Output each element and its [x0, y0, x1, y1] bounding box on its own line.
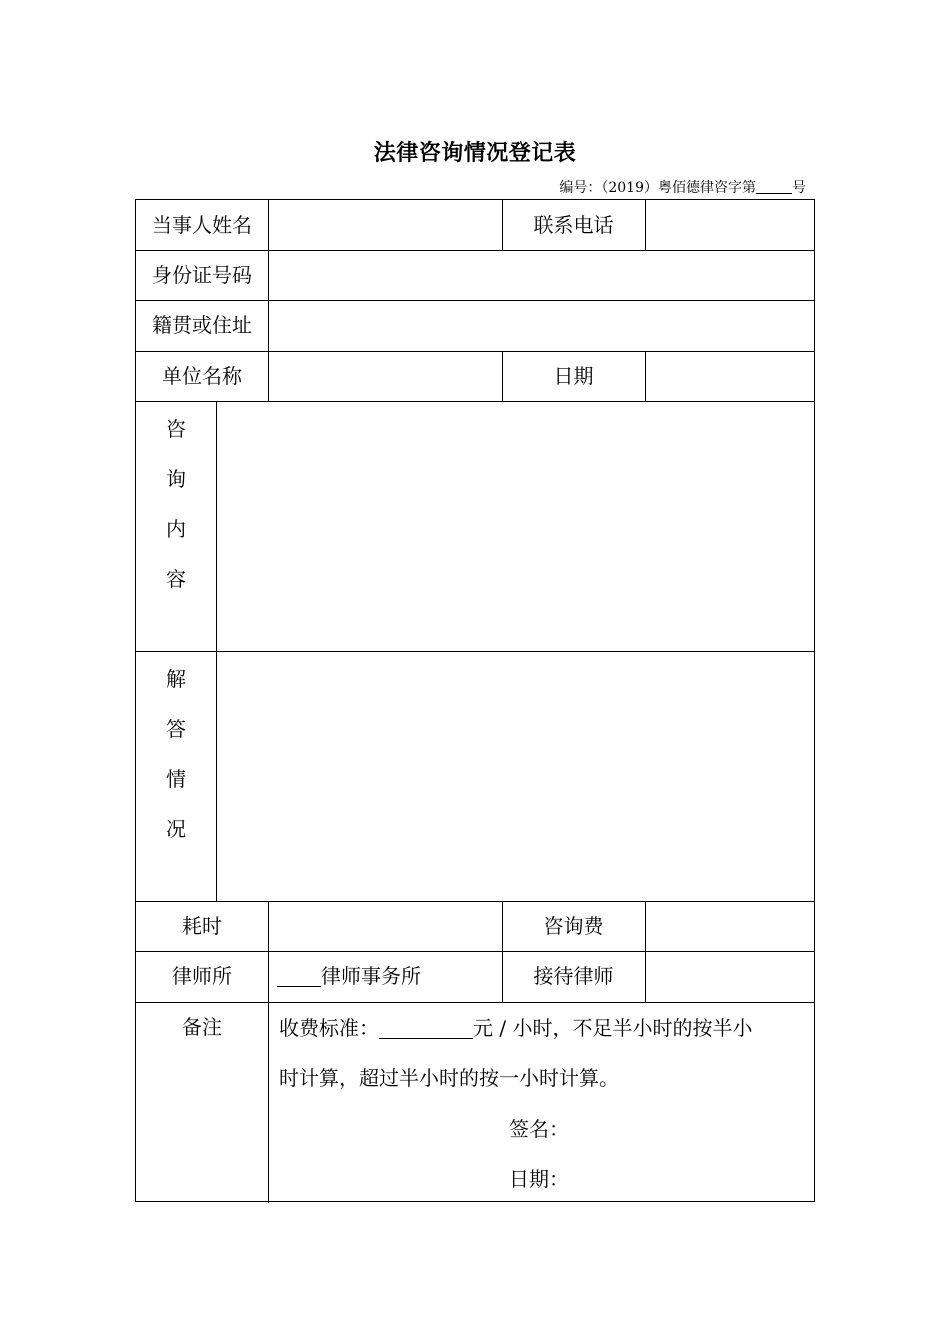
phone-label: 联系电话: [533, 213, 614, 237]
remarks-label: 备注: [182, 1015, 222, 1039]
remarks-date-label: 日期：: [509, 1167, 569, 1191]
consult-content-char: 容: [166, 567, 186, 591]
law-firm-value: 律师事务所: [321, 964, 421, 988]
date-field[interactable]: [646, 351, 814, 401]
consult-fee-field[interactable]: [646, 901, 814, 951]
date-label: 日期: [553, 364, 594, 388]
company-label: 单位名称: [162, 364, 242, 388]
client-name-label: 当事人姓名: [152, 213, 252, 237]
consult-content-char: 咨: [166, 417, 186, 441]
id-number-field[interactable]: [269, 250, 814, 300]
time-spent-field[interactable]: [269, 901, 502, 951]
answer-char: 况: [166, 817, 186, 841]
consult-content-char: 内: [166, 517, 186, 541]
consult-content-field[interactable]: [217, 402, 814, 650]
client-name-field[interactable]: [269, 200, 502, 250]
law-firm-name-blank[interactable]: [277, 964, 321, 987]
law-firm-field: [277, 951, 502, 1001]
company-field[interactable]: [269, 351, 502, 401]
document-number-prefix: 编号：（2019）粤佰德律咨字第: [559, 180, 756, 196]
document-number-blank[interactable]: [756, 179, 792, 194]
fee-standard-line1: [279, 1003, 809, 1053]
phone-field[interactable]: [646, 200, 814, 250]
signature-label: 签名：: [509, 1117, 569, 1141]
law-firm-label: 律师所: [172, 964, 232, 988]
document-number-suffix: 号: [792, 180, 806, 196]
fee-rate-blank[interactable]: [379, 1016, 473, 1039]
consult-content-label: [136, 404, 216, 604]
time-spent-label: 耗时: [182, 914, 222, 938]
answer-field[interactable]: [217, 652, 814, 900]
answer-char: 情: [166, 767, 186, 791]
address-field[interactable]: [269, 300, 814, 350]
reception-lawyer-label: 接待律师: [533, 964, 614, 988]
fee-standard-prefix: 收费标准：: [279, 1016, 379, 1040]
address-label: 籍贯或住址: [152, 313, 252, 337]
answer-label: [136, 654, 216, 854]
form-title: 法律咨询情况登记表: [373, 140, 577, 166]
answer-char: 答: [166, 717, 186, 741]
consult-fee-label: 咨询费: [543, 914, 604, 938]
document-number: [559, 177, 806, 197]
reception-lawyer-field[interactable]: [646, 951, 814, 1001]
fee-standard-suffix: 元 / 小时，不足半小时的按半小: [473, 1016, 753, 1040]
registration-table: [135, 199, 815, 1202]
id-number-label: 身份证号码: [152, 263, 252, 287]
answer-char: 解: [166, 667, 186, 691]
consult-content-char: 询: [166, 467, 186, 491]
fee-standard-line2: 时计算，超过半小时的按一小时计算。: [279, 1066, 619, 1090]
